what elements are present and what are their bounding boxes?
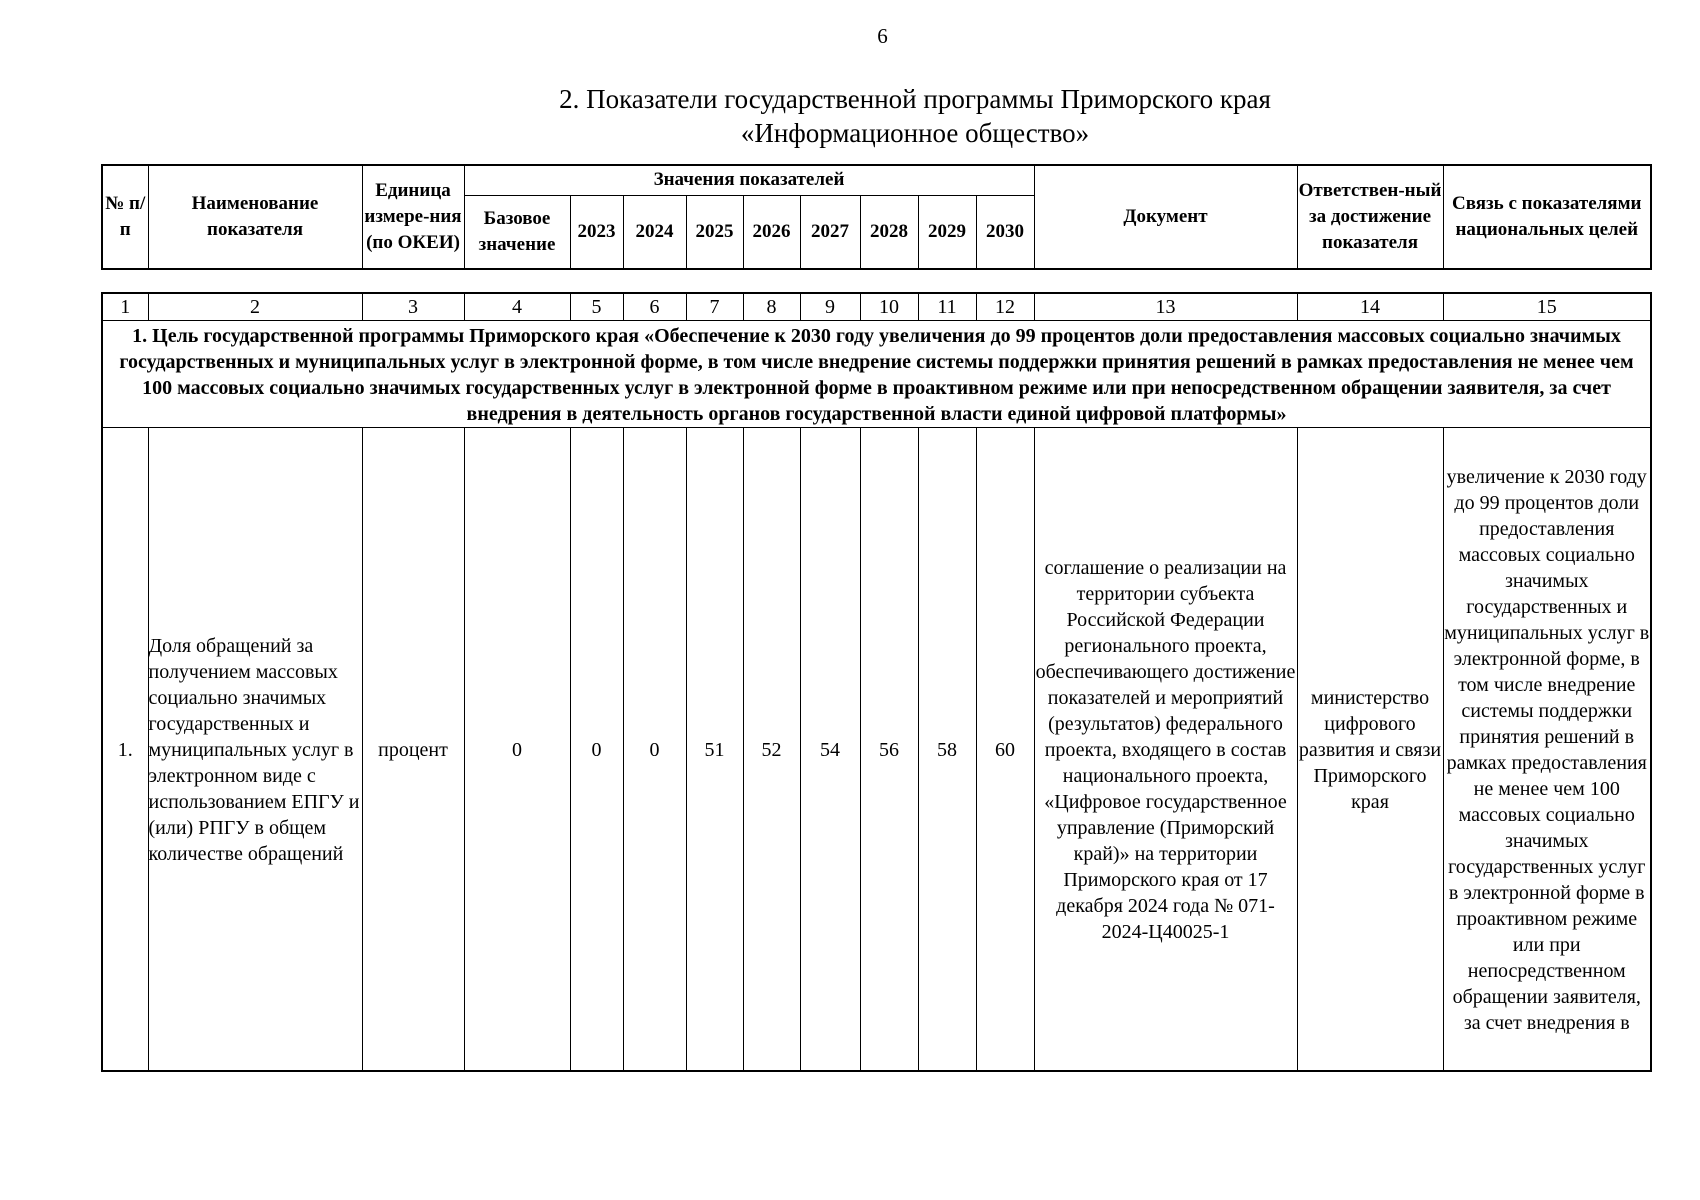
column-number: 6 [623, 293, 686, 321]
value-2028: 56 [860, 428, 918, 1072]
indicators-table [101, 292, 1652, 1072]
indicator-name: Доля обращений за получением массовых социально значимых государственных и муниципальных услуг в электронном виде с использованием ЕПГУ и (или) РПГУ в общем количестве обращений [148, 428, 362, 1072]
goal-text: 1. Цель государственной программы Приморского края «Обеспечение к 2030 году увеличения до 99 процентов доли предоставления массовых социально значимых государственных и муниципальных услуг в электронной форме, в том числе внедрение системы поддержки принятия решений в рамках предоставления не менее чем 100 массовых социально значимых государственных услуг в электронной форме в проактивном режиме или при непосредственном обращении заявителя, за счет внедрения в деятельность органов государственной власти единой цифровой платформы» [102, 321, 1651, 428]
header-year: 2023 [570, 195, 623, 269]
value-2030: 60 [976, 428, 1034, 1072]
column-number: 8 [743, 293, 800, 321]
column-number-row [102, 293, 1651, 321]
value-2023: 0 [570, 428, 623, 1072]
header-year: 2029 [918, 195, 976, 269]
header-year: 2027 [800, 195, 860, 269]
column-number: 11 [918, 293, 976, 321]
header-year: 2028 [860, 195, 918, 269]
column-number: 2 [148, 293, 362, 321]
header-unit: Единица измере-ния (по ОКЕИ) [362, 165, 464, 269]
column-number: 14 [1297, 293, 1443, 321]
column-number: 3 [362, 293, 464, 321]
header-name: Наименование показателя [148, 165, 362, 269]
value-2029: 58 [918, 428, 976, 1072]
header-responsible: Ответствен-ный за достижение показателя [1297, 165, 1443, 269]
column-number: 9 [800, 293, 860, 321]
table-row [102, 428, 1651, 1072]
header-link: Связь с показателями национальных целей [1443, 165, 1651, 269]
header-year: 2026 [743, 195, 800, 269]
goal-row [102, 321, 1651, 428]
responsible-text: министерство цифрового развития и связи Приморского края [1297, 428, 1443, 1072]
national-goal-link-text: увеличение к 2030 году до 99 процентов доли предоставления массовых социально значимых государственных и муниципальных услуг в электронной форме, в том числе внедрение системы поддержки принятия решений в рамках предоставления не менее чем 100 массовых социально значимых государственных услуг в электронной форме в проактивном режиме или при непосредственном обращении заявителя, за счет внедрения в [1443, 428, 1651, 1072]
column-number: 15 [1443, 293, 1651, 321]
header-values-group: Значения показателей [464, 165, 1034, 195]
value-2026: 52 [743, 428, 800, 1072]
column-number: 4 [464, 293, 570, 321]
header-year: 2025 [686, 195, 743, 269]
base-value: 0 [464, 428, 570, 1072]
header-base: Базовое значение [464, 195, 570, 269]
column-number: 12 [976, 293, 1034, 321]
document-text: соглашение о реализации на территории субъекта Российской Федерации регионального проекта, обеспечивающего достижение показателей и мероприятий (результатов) федерального проекта, входящего в состав национального проекта, «Цифровое государственное управление (Приморский край)» на территории Приморского края от 17 декабря 2024 года № 071-2024-Ц40025-1 [1034, 428, 1297, 1072]
header-table [101, 164, 1652, 270]
column-number: 1 [102, 293, 148, 321]
page-number: 6 [877, 24, 888, 48]
header-document: Документ [1034, 165, 1297, 269]
header-year: 2030 [976, 195, 1034, 269]
column-number: 13 [1034, 293, 1297, 321]
column-number: 5 [570, 293, 623, 321]
title-line-2: «Информационное общество» [740, 118, 1090, 148]
row-num: 1. [102, 428, 148, 1072]
indicator-unit: процент [362, 428, 464, 1072]
title-line-1: 2. Показатели государственной программы Приморского края [559, 84, 1271, 114]
column-number: 10 [860, 293, 918, 321]
header-year: 2024 [623, 195, 686, 269]
value-2027: 54 [800, 428, 860, 1072]
header-num: № п/п [102, 165, 148, 269]
value-2024: 0 [623, 428, 686, 1072]
column-number: 7 [686, 293, 743, 321]
page-title [0, 82, 1700, 150]
value-2025: 51 [686, 428, 743, 1072]
